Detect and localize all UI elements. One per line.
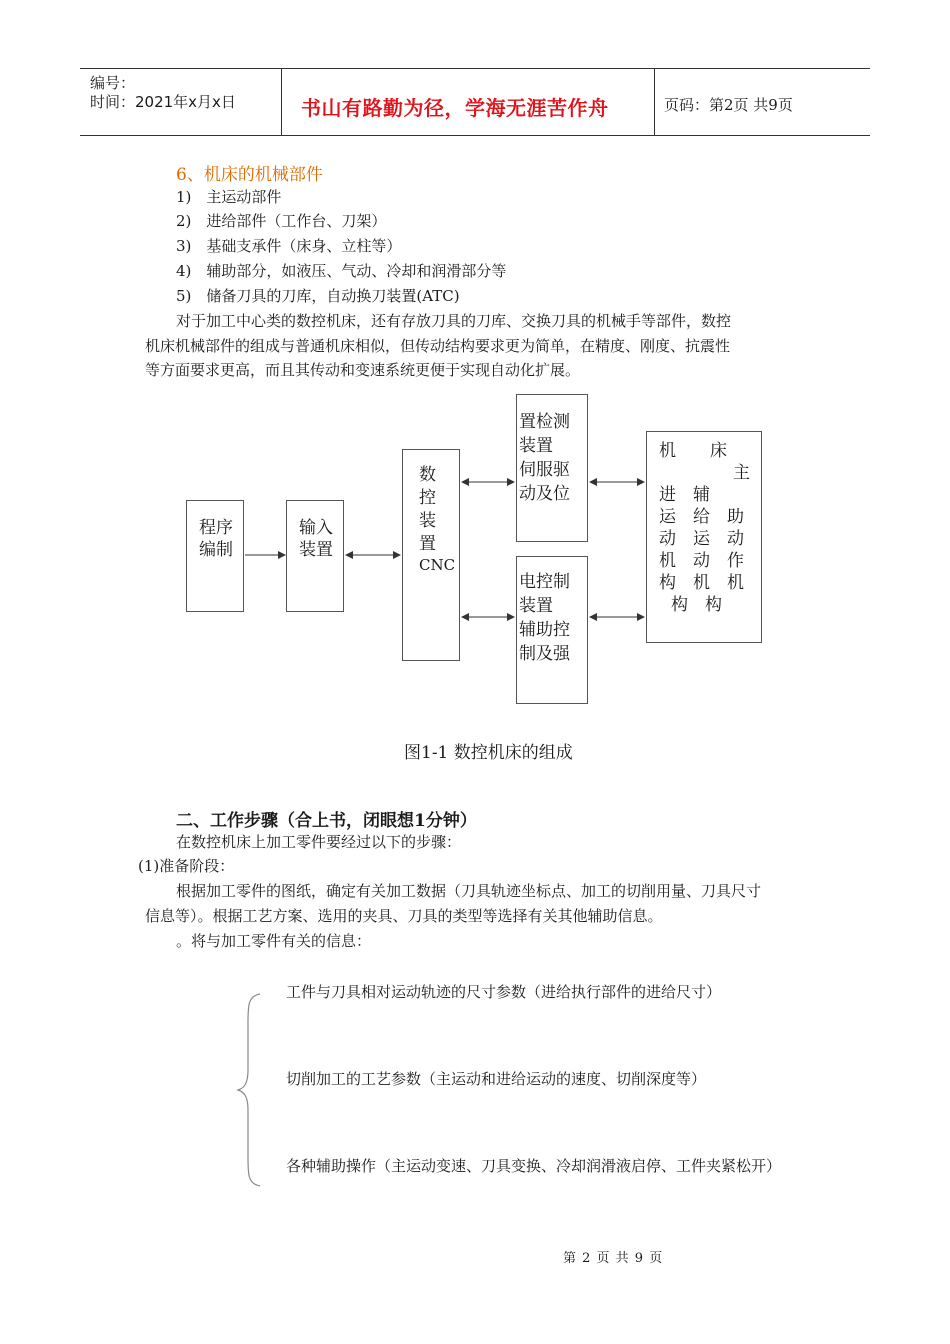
- section6-item-2: 2) 进给部件（工作台、刀架）: [176, 212, 387, 230]
- section2-heading: 二、工作步骤（合上书，闭眼想1分钟）: [176, 811, 477, 831]
- machine-label-7: 构 机 机: [659, 573, 744, 593]
- section6-item-3: 3) 基础支承件（床身、立柱等）: [176, 237, 402, 255]
- cnc-label-5: CNC: [419, 556, 456, 574]
- cnc-label-3: 装: [419, 511, 436, 531]
- machine-label-5: 动 运 动: [659, 529, 744, 549]
- electric-label-4: 制及强: [519, 644, 570, 664]
- input-label-2: 装置: [299, 540, 333, 560]
- electric-label-1: 电控制: [519, 572, 570, 592]
- section6-para-line-2: 机床机械部件的组成与普通机床相似，但传动结构要求更为简单，在精度、刚度、抗震性: [145, 337, 731, 355]
- input-label-1: 输入: [299, 518, 333, 538]
- section2-note: 。将与加工零件有关的信息：: [176, 932, 372, 950]
- header-motto: 书山有路勤为径，学海无涯苦作舟: [301, 96, 609, 120]
- program-label-1: 程序: [199, 518, 233, 538]
- section2-stage: (1)准备阶段：: [138, 857, 235, 875]
- serial-label: 编号：: [90, 74, 136, 92]
- curly-brace: [236, 992, 266, 1188]
- page-footer: 第 2 页 共 9 页: [563, 1251, 664, 1266]
- electric-label-2: 装置: [519, 596, 553, 616]
- servo-label-2: 装置: [519, 436, 553, 456]
- cnc-label-4: 置: [419, 534, 436, 554]
- machine-label-4: 运 给 助: [659, 507, 744, 527]
- section6-item-5: 5) 储备刀具的刀库，自动换刀装置(ATC): [176, 287, 460, 305]
- servo-label-4: 动及位: [519, 484, 570, 504]
- cnc-label-2: 控: [419, 488, 436, 508]
- section2-para-line-1: 根据加工零件的图纸，确定有关加工数据（刀具轨迹坐标点、加工的切削用量、刀具尺寸: [176, 882, 762, 900]
- machine-label-3: 进 辅: [659, 485, 710, 505]
- machine-label-6: 机 动 作: [659, 551, 744, 571]
- cnc-label-1: 数: [419, 465, 436, 485]
- machine-label-8: 构 构: [671, 595, 722, 615]
- section6-para-line-3: 等方面要求更高，而且其传动和变速系统更便于实现自动化扩展。: [145, 361, 581, 379]
- section2-para-line-2: 信息等）。根据工艺方案、选用的夹具、刀具的类型等选择有关其他辅助信息。: [145, 907, 663, 925]
- diagram-caption: 图1-1 数控机床的组成: [404, 743, 573, 763]
- electric-label-3: 辅助控: [519, 620, 570, 640]
- section2-intro: 在数控机床上加工零件要经过以下的步骤：: [176, 833, 462, 851]
- servo-label-1: 置检测: [519, 412, 570, 432]
- brace-item-1: 工件与刀具相对运动轨迹的尺寸参数（进给执行部件的进给尺寸）: [286, 983, 722, 1001]
- machine-label-1: 机 床: [659, 441, 727, 461]
- section6-para-line-1: 对于加工中心类的数控机床，还有存放刀具的刀库、交换刀具的机械手等部件，数控: [176, 312, 732, 330]
- brace-item-3: 各种辅助操作（主运动变速、刀具变换、冷却润滑液启停、工件夹紧松开）: [286, 1157, 782, 1175]
- servo-label-3: 伺服驱: [519, 460, 570, 480]
- time-label: 时间：2021年x月x日: [90, 93, 236, 111]
- section6-title: 6、机床的机械部件: [176, 165, 323, 185]
- section6-item-1: 1) 主运动部件: [176, 188, 282, 206]
- section6-item-4: 4) 辅助部分，如液压、气动、冷却和润滑部分等: [176, 262, 507, 280]
- brace-item-2: 切削加工的工艺参数（主运动和进给运动的速度、切削深度等）: [286, 1070, 707, 1088]
- page-info: 页码：第2页 共9页: [664, 96, 793, 114]
- machine-label-2: 主: [733, 463, 750, 483]
- program-label-2: 编制: [199, 540, 233, 560]
